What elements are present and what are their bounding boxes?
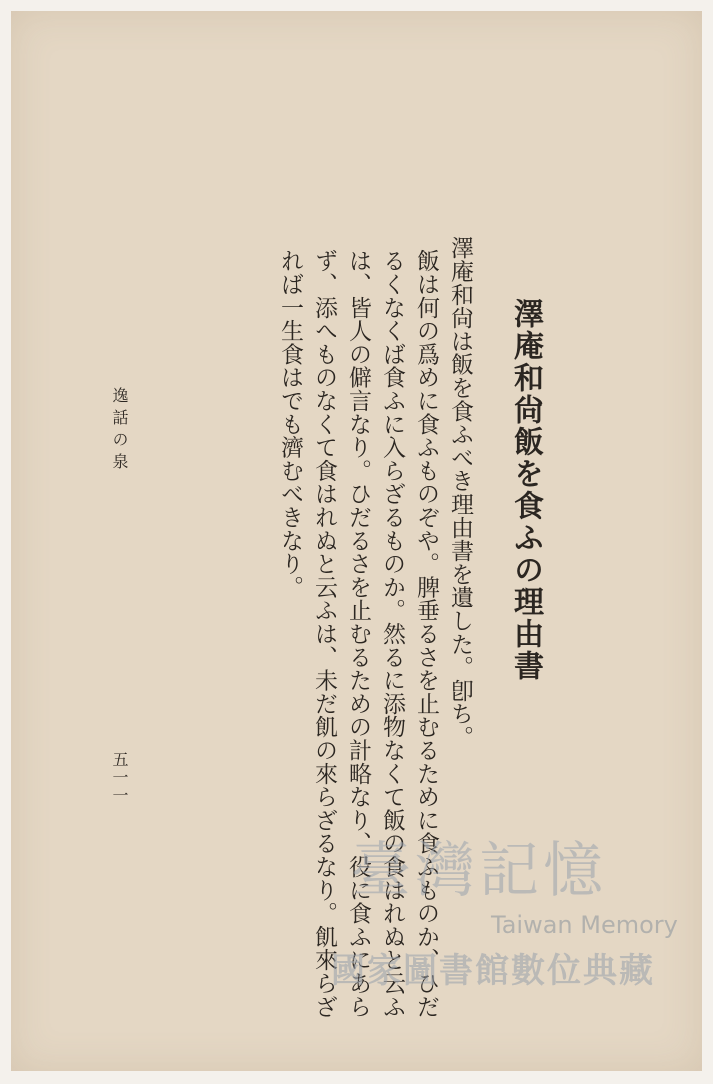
body-line-5: ず、添へものなくて食はれぬと云ふは、未だ飢の來らざるなり。飢來らざ	[311, 249, 337, 1018]
book-page	[11, 11, 702, 1071]
watermark-english: Taiwan Memory	[491, 911, 678, 939]
body-line-3: るくなくば食ふに入らざるものか。然るに添物なくて飯の食はれぬと云ふ	[379, 249, 405, 1018]
body-line-4: は、皆人の僻言なり。ひだるさを止むるための計略なり、役に食ふにあら	[345, 249, 371, 1018]
taiwan-memory-watermark	[331, 823, 691, 1003]
body-line-2: 飯は何の爲めに食ふものぞや。脾垂るさを止むるために食ふものか、ひだ	[413, 249, 439, 1018]
watermark-library: 國家圖書館數位典藏	[331, 951, 655, 991]
running-title: 逸話の泉	[110, 387, 129, 475]
body-line-1: 澤庵和尙は飯を食ふべき理由書を遺した。卽ち。	[447, 236, 473, 749]
body-line-6: れば一生食はでも濟むべきなり。	[277, 249, 303, 599]
article-title: 澤庵和尙飯を食ふの理由書	[508, 298, 543, 682]
watermark-logo-text: 臺灣記憶	[351, 836, 607, 906]
page-number: 五一一	[110, 751, 129, 805]
